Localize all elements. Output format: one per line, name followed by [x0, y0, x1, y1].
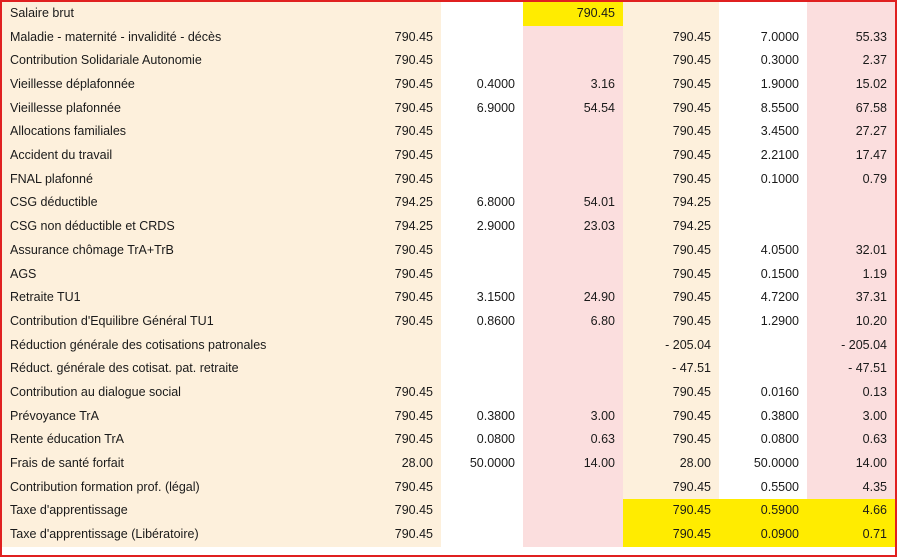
- cell-employer-amount: 37.31: [807, 286, 895, 310]
- cell-base: 790.45: [355, 428, 441, 452]
- table-row: [2, 499, 895, 523]
- cell-employer-amount: [807, 215, 895, 239]
- cell-employer-amount: 55.33: [807, 26, 895, 50]
- cell-employer-rate: 0.5500: [719, 476, 807, 500]
- cell-employer-base: 790.45: [623, 263, 719, 287]
- cell-rate: 50.0000: [441, 452, 523, 476]
- cell-rate: 0.4000: [441, 73, 523, 97]
- cell-base: 790.45: [355, 97, 441, 121]
- cell-employer-amount: 15.02: [807, 73, 895, 97]
- cell-employer-base: - 205.04: [623, 334, 719, 358]
- cell-amount: [523, 239, 623, 263]
- cell-rate: [441, 263, 523, 287]
- cell-employer-amount: 67.58: [807, 97, 895, 121]
- contribution-label: Frais de santé forfait: [2, 452, 355, 476]
- cell-base: 794.25: [355, 192, 441, 216]
- cell-amount: 6.80: [523, 310, 623, 334]
- contribution-label: FNAL plafonné: [2, 168, 355, 192]
- cell-employer-base: 790.45: [623, 499, 719, 523]
- cell-base: 28.00: [355, 452, 441, 476]
- cell-amount: [523, 381, 623, 405]
- cell-employer-amount: 0.13: [807, 381, 895, 405]
- cell-base: 790.45: [355, 476, 441, 500]
- table-row: [2, 405, 895, 429]
- cell-employer-amount: - 47.51: [807, 357, 895, 381]
- cell-employer-base: 790.45: [623, 523, 719, 547]
- table-row: [2, 286, 895, 310]
- table-row: [2, 192, 895, 216]
- cell-employer-base: 790.45: [623, 168, 719, 192]
- contribution-label: CSG non déductible et CRDS: [2, 215, 355, 239]
- cell-base: 790.45: [355, 144, 441, 168]
- cell-employer-rate: 0.0800: [719, 428, 807, 452]
- cell-employer-base: - 47.51: [623, 357, 719, 381]
- cell-base: 790.45: [355, 120, 441, 144]
- cell-employer-base: 794.25: [623, 215, 719, 239]
- cell-employer-amount: 4.35: [807, 476, 895, 500]
- cell-employer-amount: 2.37: [807, 49, 895, 73]
- table-row: [2, 49, 895, 73]
- cell-amount: 14.00: [523, 452, 623, 476]
- cell-amount: 54.54: [523, 97, 623, 121]
- cell-base: 790.45: [355, 286, 441, 310]
- contribution-label: CSG déductible: [2, 192, 355, 216]
- cell-rate: 0.0800: [441, 428, 523, 452]
- cell-employer-rate: [719, 215, 807, 239]
- cell-amount: [523, 49, 623, 73]
- cell-employer-base: 790.45: [623, 239, 719, 263]
- contribution-label: Contribution Solidariale Autonomie: [2, 49, 355, 73]
- cell-amount: [523, 120, 623, 144]
- table-row: [2, 144, 895, 168]
- contribution-label: Réduct. générale des cotisat. pat. retraite: [2, 357, 355, 381]
- table-row: [2, 452, 895, 476]
- contribution-label: Contribution d'Equilibre Général TU1: [2, 310, 355, 334]
- cell-rate: [441, 26, 523, 50]
- cell-employer-amount: - 205.04: [807, 334, 895, 358]
- cell-employer-rate: 4.7200: [719, 286, 807, 310]
- cell-employer-base: 794.25: [623, 192, 719, 216]
- cell-rate: [441, 120, 523, 144]
- cell-base: 790.45: [355, 26, 441, 50]
- cell-rate: [441, 49, 523, 73]
- table-row: [2, 476, 895, 500]
- cell-rate: [441, 239, 523, 263]
- cell-employer-amount: 3.00: [807, 405, 895, 429]
- contribution-label: Réduction générale des cotisations patronales: [2, 334, 355, 358]
- cell-employer-rate: 0.5900: [719, 499, 807, 523]
- table-row: [2, 2, 895, 26]
- cell-employer-base: 790.45: [623, 428, 719, 452]
- cell-employer-rate: 4.0500: [719, 239, 807, 263]
- cell-employer-amount: 17.47: [807, 144, 895, 168]
- table-row: [2, 357, 895, 381]
- contribution-label: Retraite TU1: [2, 286, 355, 310]
- table-row: [2, 310, 895, 334]
- cell-amount: 3.16: [523, 73, 623, 97]
- cell-base: 790.45: [355, 168, 441, 192]
- cell-amount: 3.00: [523, 405, 623, 429]
- contribution-label: Accident du travail: [2, 144, 355, 168]
- cell-rate: [441, 168, 523, 192]
- contribution-label: Contribution formation prof. (légal): [2, 476, 355, 500]
- cell-amount: [523, 144, 623, 168]
- cell-employer-amount: 4.66: [807, 499, 895, 523]
- table-row: [2, 239, 895, 263]
- contribution-label: AGS: [2, 263, 355, 287]
- cell-base: 790.45: [355, 381, 441, 405]
- cell-rate: [441, 357, 523, 381]
- cell-employer-base: [623, 2, 719, 26]
- contribution-label: Vieillesse déplafonnée: [2, 73, 355, 97]
- cell-employer-rate: 1.9000: [719, 73, 807, 97]
- contribution-label: Allocations familiales: [2, 120, 355, 144]
- cell-employer-base: 28.00: [623, 452, 719, 476]
- cell-rate: [441, 144, 523, 168]
- cell-base: 790.45: [355, 523, 441, 547]
- cell-amount: [523, 263, 623, 287]
- cell-employer-amount: [807, 2, 895, 26]
- cell-amount: [523, 168, 623, 192]
- cell-employer-rate: 0.3800: [719, 405, 807, 429]
- table-row: [2, 523, 895, 547]
- cell-employer-base: 790.45: [623, 26, 719, 50]
- cell-base: 790.45: [355, 405, 441, 429]
- cell-base: [355, 2, 441, 26]
- cell-employer-base: 790.45: [623, 476, 719, 500]
- cell-rate: [441, 334, 523, 358]
- cell-employer-rate: [719, 357, 807, 381]
- table-row: [2, 334, 895, 358]
- cell-employer-amount: 0.63: [807, 428, 895, 452]
- cell-rate: 0.8600: [441, 310, 523, 334]
- cell-employer-rate: 0.1000: [719, 168, 807, 192]
- cell-amount: 0.63: [523, 428, 623, 452]
- contribution-label: Contribution au dialogue social: [2, 381, 355, 405]
- table-row: [2, 381, 895, 405]
- cell-rate: [441, 2, 523, 26]
- contribution-label: Assurance chômage TrA+TrB: [2, 239, 355, 263]
- cell-base: 790.45: [355, 239, 441, 263]
- contribution-label: Salaire brut: [2, 2, 355, 26]
- contribution-label: Prévoyance TrA: [2, 405, 355, 429]
- cell-base: 790.45: [355, 263, 441, 287]
- cell-employer-rate: [719, 334, 807, 358]
- cell-amount: 790.45: [523, 2, 623, 26]
- contribution-label: Taxe d'apprentissage: [2, 499, 355, 523]
- cell-employer-amount: 32.01: [807, 239, 895, 263]
- cell-employer-base: 790.45: [623, 381, 719, 405]
- contribution-label: Vieillesse plafonnée: [2, 97, 355, 121]
- cell-amount: [523, 334, 623, 358]
- cell-employer-rate: 0.0900: [719, 523, 807, 547]
- cell-employer-rate: 0.3000: [719, 49, 807, 73]
- table-row: [2, 73, 895, 97]
- cell-rate: [441, 499, 523, 523]
- cell-employer-rate: 1.2900: [719, 310, 807, 334]
- cell-base: 790.45: [355, 49, 441, 73]
- cell-employer-amount: 0.79: [807, 168, 895, 192]
- cell-rate: [441, 523, 523, 547]
- cell-employer-base: 790.45: [623, 405, 719, 429]
- cell-employer-amount: 14.00: [807, 452, 895, 476]
- cell-base: [355, 357, 441, 381]
- cell-base: 790.45: [355, 310, 441, 334]
- cell-employer-amount: 27.27: [807, 120, 895, 144]
- cell-rate: 3.1500: [441, 286, 523, 310]
- cell-amount: 54.01: [523, 192, 623, 216]
- cell-rate: [441, 381, 523, 405]
- payroll-contributions-table: [2, 2, 895, 547]
- cell-amount: 23.03: [523, 215, 623, 239]
- cell-base: 794.25: [355, 215, 441, 239]
- cell-amount: [523, 499, 623, 523]
- contribution-label: Maladie - maternité - invalidité - décès: [2, 26, 355, 50]
- table-row: [2, 120, 895, 144]
- table-row: [2, 263, 895, 287]
- cell-employer-rate: 3.4500: [719, 120, 807, 144]
- cell-employer-amount: 0.71: [807, 523, 895, 547]
- cell-rate: 2.9000: [441, 215, 523, 239]
- cell-base: 790.45: [355, 73, 441, 97]
- cell-employer-amount: 1.19: [807, 263, 895, 287]
- cell-employer-amount: [807, 192, 895, 216]
- cell-employer-rate: 0.0160: [719, 381, 807, 405]
- table-row: [2, 97, 895, 121]
- table-row: [2, 215, 895, 239]
- cell-employer-rate: 7.0000: [719, 26, 807, 50]
- cell-employer-rate: [719, 192, 807, 216]
- cell-employer-base: 790.45: [623, 144, 719, 168]
- cell-rate: 0.3800: [441, 405, 523, 429]
- cell-amount: 24.90: [523, 286, 623, 310]
- cell-employer-rate: 8.5500: [719, 97, 807, 121]
- contribution-label: Rente éducation TrA: [2, 428, 355, 452]
- cell-employer-rate: 2.2100: [719, 144, 807, 168]
- table-row: [2, 428, 895, 452]
- table-row: [2, 168, 895, 192]
- cell-rate: [441, 476, 523, 500]
- cell-amount: [523, 26, 623, 50]
- cell-employer-rate: 0.1500: [719, 263, 807, 287]
- cell-employer-base: 790.45: [623, 73, 719, 97]
- cell-employer-amount: 10.20: [807, 310, 895, 334]
- cell-amount: [523, 476, 623, 500]
- cell-employer-base: 790.45: [623, 120, 719, 144]
- cell-employer-base: 790.45: [623, 310, 719, 334]
- cell-employer-rate: [719, 2, 807, 26]
- cell-amount: [523, 523, 623, 547]
- table-row: [2, 26, 895, 50]
- cell-rate: 6.8000: [441, 192, 523, 216]
- cell-amount: [523, 357, 623, 381]
- cell-rate: 6.9000: [441, 97, 523, 121]
- cell-employer-base: 790.45: [623, 49, 719, 73]
- cell-base: [355, 334, 441, 358]
- contribution-label: Taxe d'apprentissage (Libératoire): [2, 523, 355, 547]
- cell-employer-rate: 50.0000: [719, 452, 807, 476]
- cell-base: 790.45: [355, 499, 441, 523]
- cell-employer-base: 790.45: [623, 286, 719, 310]
- cell-employer-base: 790.45: [623, 97, 719, 121]
